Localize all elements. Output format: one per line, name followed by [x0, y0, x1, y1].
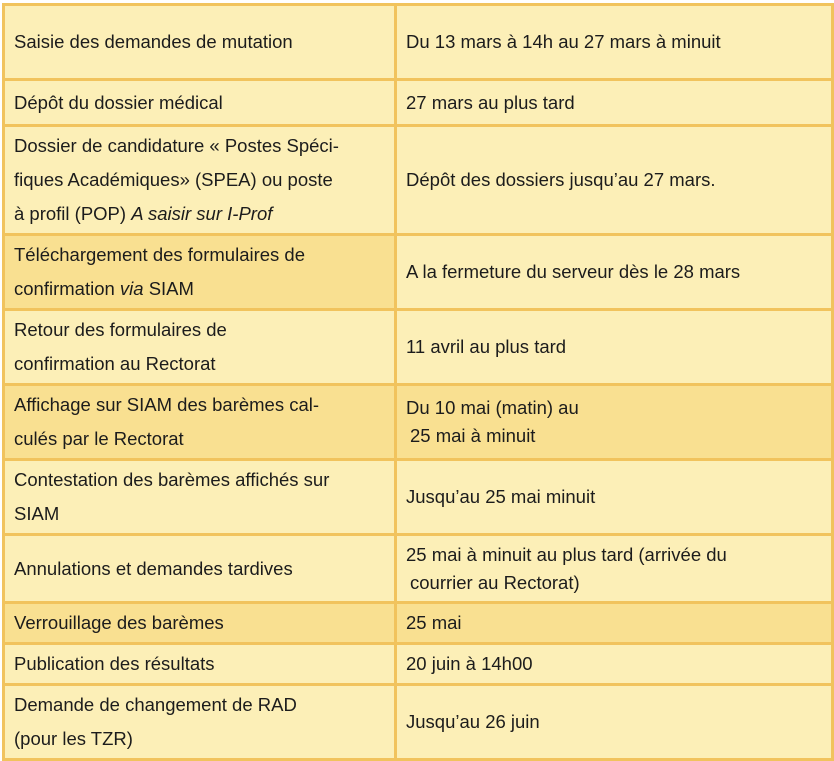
phase-cell: [4, 126, 396, 235]
phase-text-line: Demande de changement de RAD: [14, 694, 297, 715]
date-cell: [396, 310, 833, 385]
table-row: [4, 535, 833, 603]
phase-text: Dépôt du dossier médical: [14, 91, 223, 113]
phase-text-line: confirmation au Rectorat: [14, 353, 216, 374]
date-text: A la fermeture du serveur dès le 28 mars: [406, 261, 741, 282]
date-cell: [396, 80, 833, 126]
phase-cell: [4, 460, 396, 535]
phase-cell: [4, 310, 396, 385]
phase-cell: [4, 385, 396, 460]
phase-cell: [4, 535, 396, 603]
table-row: [4, 460, 833, 535]
date-cell: [396, 385, 833, 460]
date-text: Jusqu’au 26 juin: [406, 711, 540, 732]
table-row: [4, 644, 833, 685]
phase-text-line: Retour des formulaires de: [14, 319, 227, 340]
phase-note-italic: A saisir sur I-Prof: [131, 203, 273, 224]
table-row: [4, 80, 833, 126]
phase-text-line: SIAM: [143, 278, 194, 299]
table-row: [4, 126, 833, 235]
phase-cell: [4, 644, 396, 685]
date-text: 27 mars au plus tard: [406, 91, 575, 113]
phase-cell: [4, 603, 396, 644]
phase-cell: [4, 80, 396, 126]
phase-text: Saisie des demandes de mutation: [14, 31, 293, 52]
date-text-line: Du 10 mai (matin) au: [406, 397, 579, 418]
date-text-line: courrier au Rectorat): [410, 571, 580, 593]
phase-text-line: confirmation: [14, 278, 120, 299]
phase-text-line: Téléchargement des formulaires de: [14, 244, 306, 265]
phase-text-line: fiques Académiques» (SPEA) ou poste: [14, 169, 333, 190]
phase-text-line: culés par le Rectorat: [14, 428, 184, 449]
table-row: [4, 310, 833, 385]
phase-text: Verrouillage des barèmes: [14, 612, 224, 633]
phase-text-line: Affichage sur SIAM des barèmes cal-: [14, 394, 320, 415]
phase-cell: [4, 685, 396, 760]
date-cell: [396, 603, 833, 644]
date-text: Du 13 mars à 14h au 27 mars à minuit: [406, 31, 721, 52]
date-cell: [396, 460, 833, 535]
phase-text: Publication des résultats: [14, 653, 215, 674]
phase-text-line: Dossier de candidature « Postes Spéci-: [14, 135, 339, 156]
date-text-line: 25 mai à minuit: [410, 425, 536, 446]
date-text: Jusqu’au 25 mai minuit: [406, 486, 596, 507]
date-cell: [396, 235, 833, 310]
date-cell: [396, 126, 833, 235]
phase-text-line: à profil (POP): [14, 203, 132, 224]
phase-cell: [4, 5, 396, 80]
date-text: 20 juin à 14h00: [406, 653, 533, 674]
date-text: 25 mai: [406, 612, 462, 633]
date-cell: [396, 644, 833, 685]
phase-text: Annulations et demandes tardives: [14, 557, 293, 579]
date-cell: [396, 535, 833, 603]
date-cell: [396, 5, 833, 80]
phase-text-line: Contestation des barèmes affichés sur: [14, 469, 330, 490]
date-cell: [396, 685, 833, 760]
phase-text-line: SIAM: [14, 503, 60, 524]
table-row: [4, 5, 833, 80]
table-row: [4, 685, 833, 760]
phase-text-italic: via: [119, 278, 144, 299]
date-text: Dépôt des dossiers jusqu’au 27 mars.: [406, 169, 716, 190]
table-row: [4, 603, 833, 644]
date-text-line: 25 mai à minuit au plus tard (arrivée du: [406, 543, 727, 565]
table-row: [4, 235, 833, 310]
date-text: 11 avril au plus tard: [406, 336, 567, 357]
schedule-table: [2, 3, 834, 761]
phase-cell: [4, 235, 396, 310]
phase-text-line: (pour les TZR): [14, 728, 133, 749]
table-row: [4, 385, 833, 460]
